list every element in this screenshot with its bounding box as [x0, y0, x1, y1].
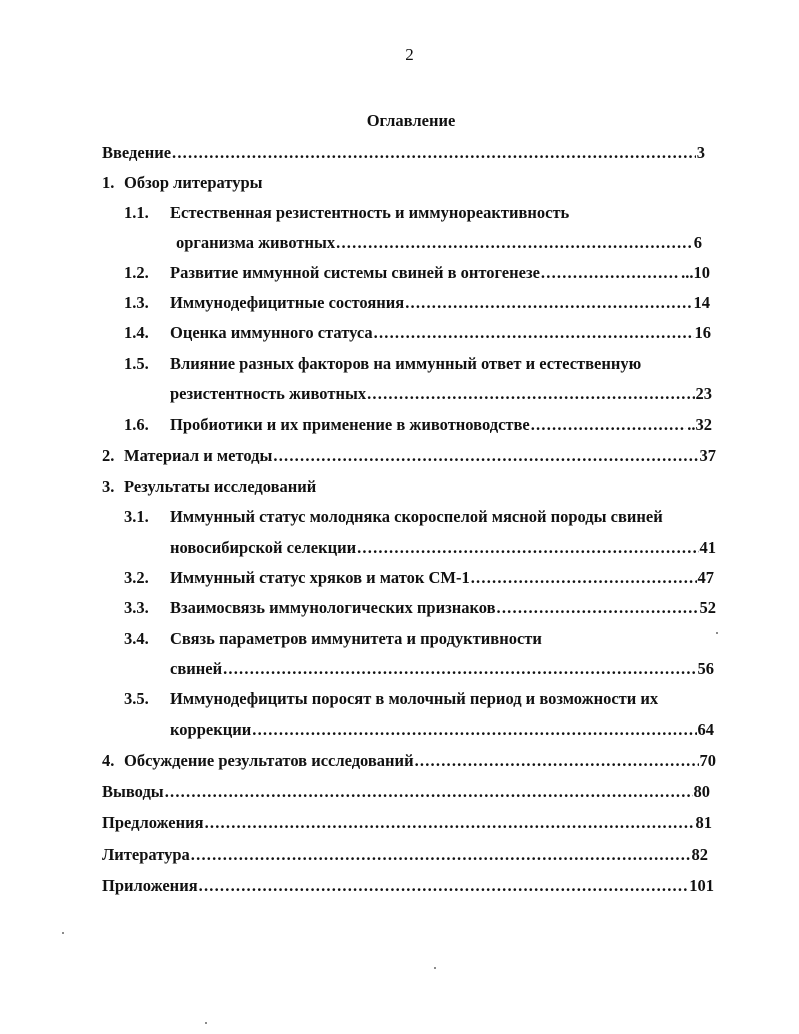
toc-entry: [102, 843, 708, 867]
toc-entry: [102, 171, 705, 195]
toc-entry-continuation: [176, 231, 702, 255]
toc-entry-number: 1.5.: [124, 354, 149, 373]
toc-entry-text: Приложения: [102, 876, 198, 895]
toc-leader-dots: [273, 444, 698, 468]
toc-leader-dots: [531, 413, 687, 437]
toc-entry: [102, 811, 712, 835]
toc-entry-text: Предложения: [102, 813, 204, 832]
toc-entry-page: 23: [695, 384, 712, 403]
toc-entry: [124, 505, 718, 529]
toc-entry-page: 64: [697, 720, 714, 739]
toc-entry-text: Естественная резистентность и иммунореактивность: [170, 203, 570, 222]
toc-entry-continuation: [170, 382, 712, 406]
toc-entry: [102, 780, 710, 804]
toc-leader-dots: [374, 321, 694, 345]
toc-entry-page: 16: [694, 323, 711, 342]
toc-entry-page: 6: [693, 233, 702, 252]
toc-leader-dots: [405, 291, 692, 315]
toc-entry-text: Литература: [102, 845, 190, 864]
toc-entry: [102, 444, 716, 468]
toc-entry-page: ..32: [687, 415, 712, 434]
toc-entry-number: 1.1.: [124, 203, 149, 222]
toc-entry-number: 4.: [102, 751, 115, 770]
toc-entry-page: 47: [697, 568, 714, 587]
toc-entry-text: Пробиотики и их применение в животноводстве: [170, 415, 530, 434]
toc-leader-dots: [497, 596, 699, 620]
toc-entry-text: свиней: [170, 659, 223, 678]
toc-entry-number: 3.3.: [124, 598, 149, 617]
toc-entry-number: 3.: [102, 477, 115, 496]
scan-speck: [62, 932, 64, 934]
toc-entry-text: коррекции: [170, 720, 252, 739]
toc-entry: [124, 627, 704, 651]
toc-entry-page: 82: [691, 845, 708, 864]
toc-entry: [124, 413, 712, 437]
toc-entry-page: 70: [699, 751, 716, 770]
toc-entry: [102, 874, 714, 898]
toc-entry-page: 81: [695, 813, 712, 832]
toc-entry-text: Влияние разных факторов на иммунный ответ и естественную: [170, 354, 642, 373]
scan-speck: [716, 632, 718, 634]
toc-entry-text: Обсуждение результатов исследований: [124, 751, 414, 770]
toc-entry-page: 56: [697, 659, 714, 678]
toc-entry-text: резистентность животных: [170, 384, 367, 403]
toc-entry-page: 80: [693, 782, 710, 801]
toc-entry-continuation: [170, 718, 714, 742]
toc-entry-page: 52: [699, 598, 716, 617]
toc-entry: [124, 261, 710, 285]
toc-entry-text: Оценка иммунного статуса: [170, 323, 373, 342]
toc-entry-text: Выводы: [102, 782, 164, 801]
toc-entry-page: 101: [689, 876, 714, 895]
toc-entry-text: Иммунный статус молодняка скороспелой мясной породы свиней: [170, 507, 663, 526]
toc-leader-dots: [191, 843, 691, 867]
toc-entry: [124, 291, 710, 315]
toc-leader-dots: [471, 566, 697, 590]
page-number: 2: [405, 45, 414, 64]
toc-entry-continuation: [170, 536, 716, 560]
toc-leader-dots: [199, 874, 689, 898]
toc-entry: [102, 749, 716, 773]
toc-leader-dots: [172, 141, 696, 165]
toc-entry-text: Материал и методы: [124, 446, 273, 465]
toc-entry-text: Результаты исследований: [124, 477, 317, 496]
toc-entry-number: 1.4.: [124, 323, 149, 342]
toc-entry: [102, 141, 705, 165]
toc-entry-page: 41: [699, 538, 716, 557]
toc-entry-number: 1.2.: [124, 263, 149, 282]
toc-entry-number: 3.2.: [124, 568, 149, 587]
toc-entry-continuation: [170, 657, 714, 681]
toc-leader-dots: [415, 749, 699, 773]
toc-leader-dots: [205, 811, 695, 835]
toc-entry-number: 2.: [102, 446, 115, 465]
toc-entry-text: Иммунодефициты поросят в молочный период и возможности их: [170, 689, 659, 708]
toc-entry-page: 14: [693, 293, 710, 312]
toc-leader-dots: [336, 231, 693, 255]
toc-entry-page: 37: [699, 446, 716, 465]
toc-entry-number: 1.3.: [124, 293, 149, 312]
toc-entry-text: Иммунный статус хряков и маток СМ-1: [170, 568, 470, 587]
toc-leader-dots: [252, 718, 696, 742]
toc-entry-page: ...10: [681, 263, 710, 282]
toc-entry: [124, 201, 714, 225]
toc-leader-dots: [165, 780, 693, 804]
toc-entry-number: 1.: [102, 173, 115, 192]
toc-entry: [102, 475, 716, 499]
toc-leader-dots: [367, 382, 694, 406]
toc-entry-text: организма животных: [176, 233, 336, 252]
toc-entry-text: Развитие иммунной системы свиней в онтогенезе: [170, 263, 540, 282]
toc-entry-text: Введение: [102, 143, 172, 162]
toc-entry-text: Связь параметров иммунитета и продуктивности: [170, 629, 542, 648]
toc-title: Оглавление: [366, 111, 456, 130]
scan-speck: [434, 967, 436, 969]
toc-entry-number: 3.4.: [124, 629, 149, 648]
toc-entry-number: 3.5.: [124, 689, 149, 708]
toc-entry: [124, 566, 714, 590]
scan-speck: [205, 1022, 207, 1024]
toc-entry: [124, 321, 711, 345]
toc-entry: [124, 596, 716, 620]
toc-leader-dots: [541, 261, 680, 285]
toc-entry: [124, 352, 704, 376]
toc-leader-dots: [357, 536, 698, 560]
toc-entry-page: 3: [696, 143, 705, 162]
toc-entry-text: новосибирской селекции: [170, 538, 357, 557]
toc-entry-number: 1.6.: [124, 415, 149, 434]
toc-entry-number: 3.1.: [124, 507, 149, 526]
toc-entry-text: Взаимосвязь иммунологических признаков: [170, 598, 496, 617]
toc-entry-text: Иммунодефицитные состояния: [170, 293, 405, 312]
toc-entry: [124, 687, 714, 711]
toc-entry-text: Обзор литературы: [124, 173, 263, 192]
toc-leader-dots: [223, 657, 696, 681]
